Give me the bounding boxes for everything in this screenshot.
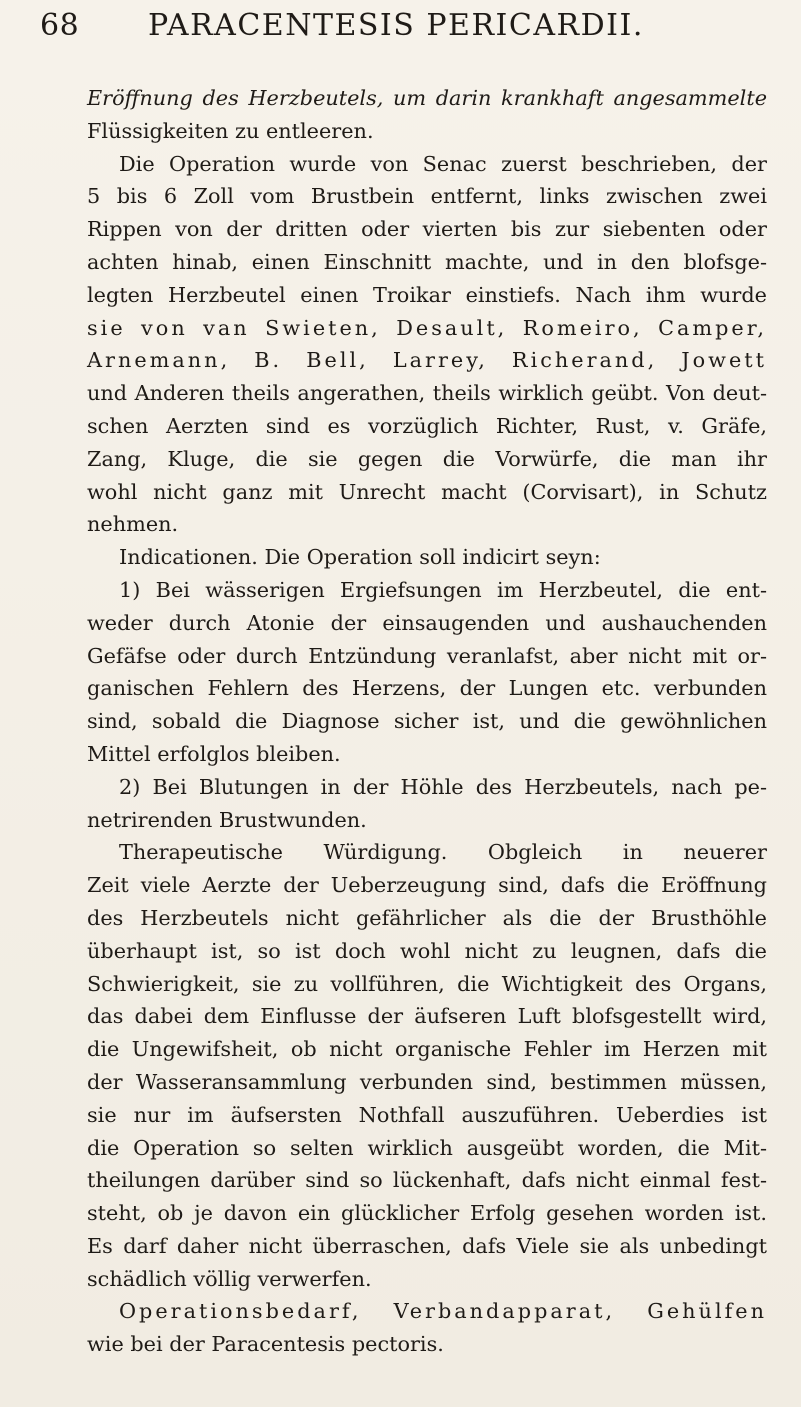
text-line: sind, sobald die Diagnose sicher ist, und die gewöhnlichen xyxy=(87,709,767,734)
text-line: Flüssigkeiten zu entleeren. xyxy=(87,118,374,143)
text-line: schädlich völlig verwerfen. xyxy=(87,1266,372,1291)
body-text xyxy=(87,82,767,1361)
text-line: Eröffnung des Herzbeutels, um darin krankhaft angesammelte xyxy=(87,86,767,110)
text-line: Schwierigkeit, sie zu vollführen, die Wichtigkeit des Organs, xyxy=(87,971,767,996)
text-line: und Anderen theils angerathen, theils wirklich geübt. Von deut- xyxy=(87,381,767,406)
text-line: die Operation so selten wirklich ausgeübt worden, die Mit- xyxy=(87,1135,767,1160)
text-line: Die Operation wurde von Senac zuerst beschrieben, der xyxy=(119,151,767,176)
text-line: überhaupt ist, so ist doch wohl nicht zu leugnen, dafs die xyxy=(87,938,767,963)
text-line: Zeit viele Aerzte der Ueberzeugung sind, dafs die Eröffnung xyxy=(87,873,767,898)
text-line: netrirenden Brustwunden. xyxy=(87,807,367,832)
text-line: steht, ob je davon ein glücklicher Erfolg gesehen worden ist. xyxy=(87,1201,767,1226)
text-line: Rippen von der dritten oder vierten bis zur siebenten oder xyxy=(87,217,767,242)
running-head: PARACENTESIS PERICARDII. xyxy=(148,8,644,43)
text-line: sie von van Swieten, Desault, Romeiro, Camper, xyxy=(87,315,767,340)
text-line: Mittel erfolglos bleiben. xyxy=(87,741,341,766)
text-line: Zang, Kluge, die sie gegen die Vorwürfe, die man ihr xyxy=(87,446,767,471)
text-line: 2) Bei Blutungen in der Höhle des Herzbeutels, nach pe- xyxy=(119,774,767,799)
text-line: Gefäfse oder durch Entzündung veranlafst, aber nicht mit or- xyxy=(87,643,767,668)
text-line: der Wasseransammlung verbunden sind, bestimmen müssen, xyxy=(87,1069,767,1094)
section-heading-line: Therapeutische Würdigung. Obgleich in neuerer xyxy=(119,840,767,865)
text-line: 1) Bei wässerigen Ergiefsungen im Herzbeutel, die ent- xyxy=(119,577,767,602)
text-line: die Ungewifsheit, ob nicht organische Fehler im Herzen mit xyxy=(87,1037,767,1062)
text-line: wohl nicht ganz mit Unrecht macht (Corvisart), in Schutz xyxy=(87,479,767,504)
text-line: sie nur im äufsersten Nothfall auszuführen. Ueberdies ist xyxy=(87,1102,767,1127)
text-line: weder durch Atonie der einsaugenden und aushauchenden xyxy=(87,610,767,635)
text-line: wie bei der Paracentesis pectoris. xyxy=(87,1332,444,1357)
text-line: theilungen darüber sind so lückenhaft, dafs nicht einmal fest- xyxy=(87,1168,767,1193)
page-header xyxy=(0,0,801,80)
text-line: legten Herzbeutel einen Troikar einstiefs. Nach ihm wurde xyxy=(87,282,767,307)
text-line: Es darf daher nicht überraschen, dafs Viele sie als unbedingt xyxy=(87,1233,767,1258)
text-line: ganischen Fehlern des Herzens, der Lungen etc. verbunden xyxy=(87,676,767,701)
section-heading-line: Indicationen. Die Operation soll indicirt seyn: xyxy=(119,545,601,570)
text-line: des Herzbeutels nicht gefährlicher als die der Brusthöhle xyxy=(87,905,767,930)
text-line: schen Aerzten sind es vorzüglich Richter, Rust, v. Gräfe, xyxy=(87,413,767,438)
text-line: achten hinab, einen Einschnitt machte, und in den blofsge- xyxy=(87,249,767,274)
page-number: 68 xyxy=(40,8,80,43)
section-heading-line: Operationsbedarf, Verbandapparat, Gehülfen xyxy=(119,1299,767,1324)
text-line: nehmen. xyxy=(87,512,179,537)
text-line: das dabei dem Einflusse der äufseren Luft blofsgestellt wird, xyxy=(87,1004,767,1029)
text-line: 5 bis 6 Zoll vom Brustbein entfernt, links zwischen zwei xyxy=(87,184,767,209)
text-line: Arnemann, B. Bell, Larrey, Richerand, Jowett xyxy=(87,348,767,373)
